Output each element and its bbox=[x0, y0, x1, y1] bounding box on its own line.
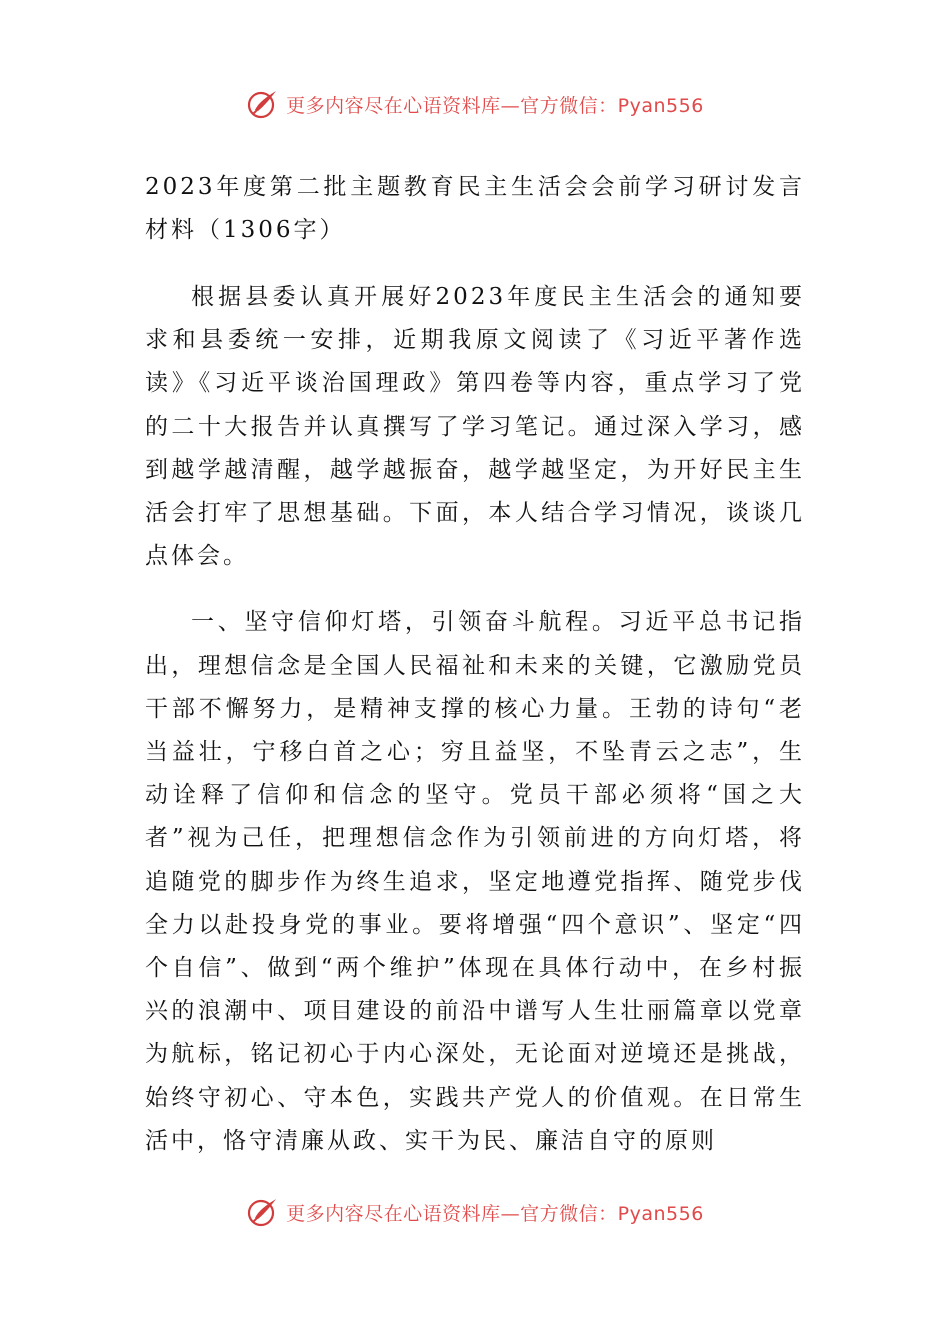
watermark-text: 更多内容尽在心语资料库—官方微信：Pyan556 bbox=[286, 94, 704, 117]
document-title: 2023年度第二批主题教育民主生活会会前学习研讨发言材料（1306字） bbox=[145, 174, 805, 243]
watermark-header bbox=[0, 84, 950, 124]
watermark-footer bbox=[0, 1192, 950, 1232]
watermark-text: 更多内容尽在心语资料库—官方微信：Pyan556 bbox=[286, 1202, 704, 1225]
document-body bbox=[145, 166, 805, 1186]
quill-pen-logo-icon bbox=[246, 1195, 280, 1229]
paragraph-section-1: 一、坚守信仰灯塔，引领奋斗航程。习近平总书记指出，理想信念是全国人民福祉和未来的关键，它激励党员干部不懈努力，是精神支撑的核心力量。王勃的诗句“老当益壮，宁移白首之心；穷且益坚，不坠青云之志”，生动诠释了信仰和信念的坚守。党员干部必须将“国之大者”视为己任，把理想信念作为引领前进的方向灯塔，将追随党的脚步作为终生追求，坚定地遵党指挥、随党步伐全力以赴投身党的事业。要将增强“四个意识”、坚定“四个自信”、做到“两个维护”体现在具体行动中，在乡村振兴的浪潮中、项目建设的前沿中谱写人生壮丽篇章以党章为航标，铭记初心于内心深处，无论面对逆境还是挑战，始终守初心、守本色，实践共产党人的价值观。在日常生活中，恪守清廉从政、实干为民、廉洁自守的原则 bbox=[145, 609, 805, 1154]
paragraph-intro: 根据县委认真开展好2023年度民主生活会的通知要求和县委统一安排，近期我原文阅读了《习近平著作选读》《习近平谈治国理政》第四卷等内容，重点学习了党的二十大报告并认真撰写了学习笔记。通过深入学习，感到越学越清醒，越学越振奋，越学越坚定，为开好民主生活会打牢了思想基础。下面，本人结合学习情况，谈谈几点体会。 bbox=[145, 284, 805, 570]
quill-pen-logo-icon bbox=[246, 87, 280, 121]
